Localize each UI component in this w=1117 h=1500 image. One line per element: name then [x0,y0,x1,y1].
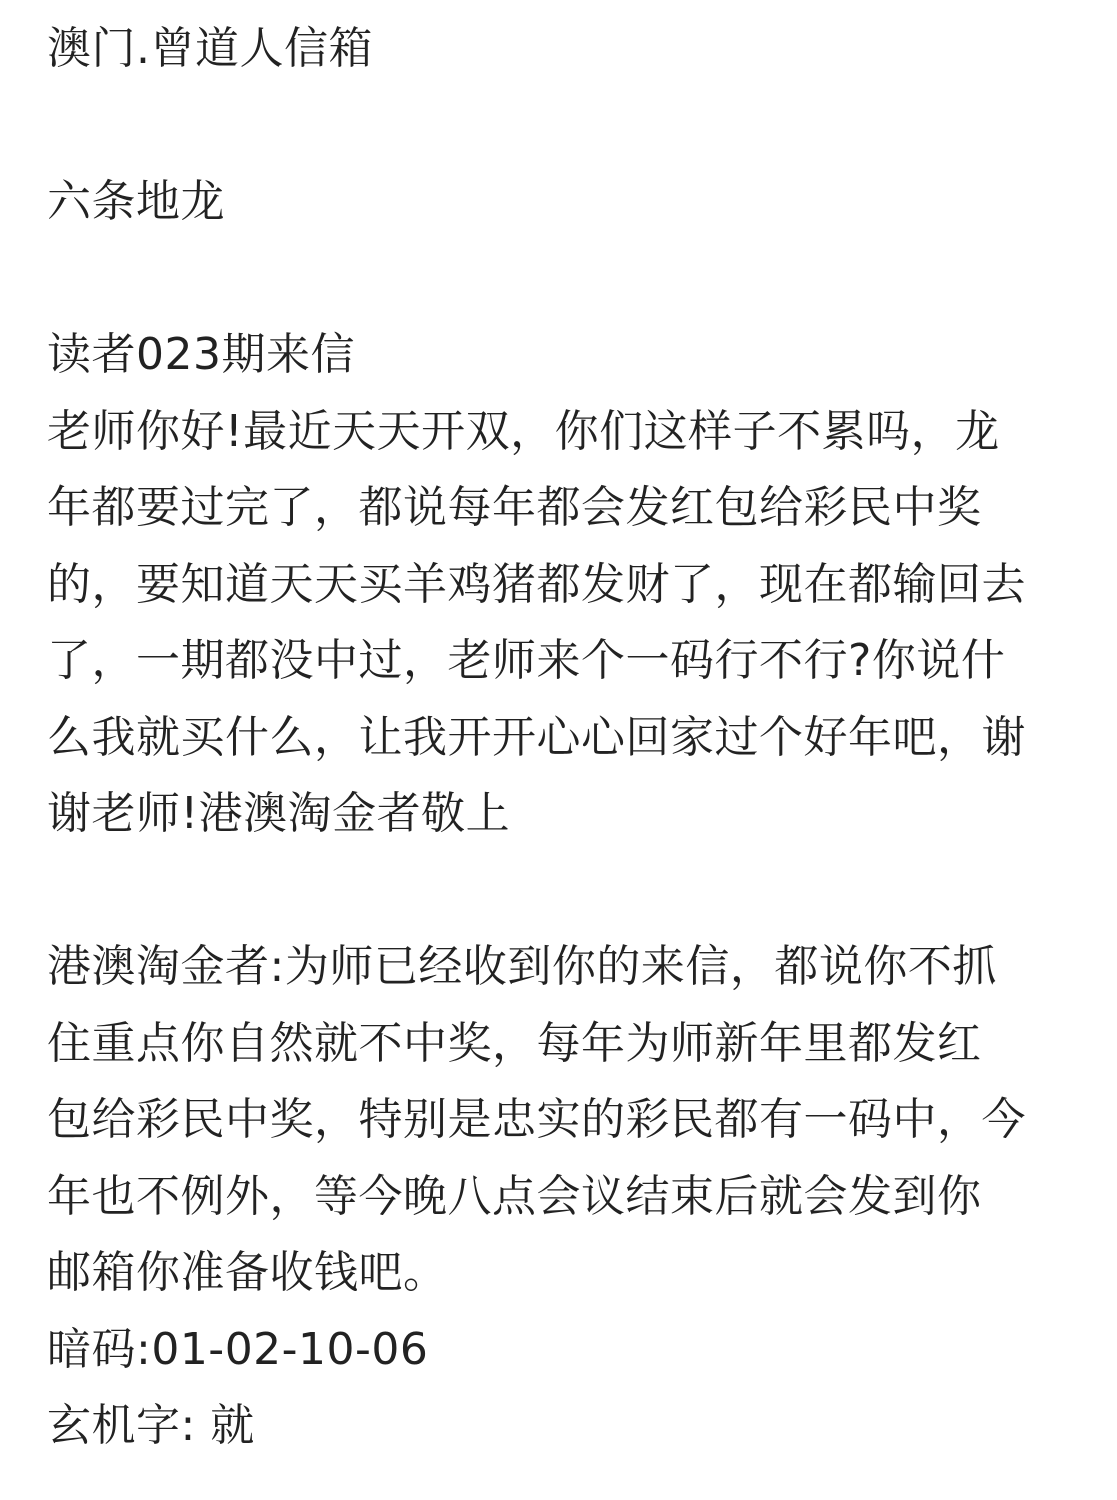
letter-line: 老师你好!最近天天开双，你们这样子不累吗，龙 [47,405,1000,457]
document-body [47,11,1077,1465]
letter-line: 的，要知道天天买羊鸡猪都发财了，现在都输回去 [47,558,1026,610]
reply-line: 邮箱你准备收钱吧。 [47,1247,448,1298]
subtitle: 六条地龙 [47,176,225,227]
letter-body [47,394,1077,853]
letter-heading: 读者023期来信 [47,329,355,380]
blank-line [47,88,1077,165]
blank-line [47,241,1077,318]
reply-line: 住重点你自然就不中奖，每年为师新年里都发红 [47,1017,982,1069]
reply-line: 包给彩民中奖，特别是忠实的彩民都有一码中，今 [47,1094,1026,1145]
blank-line [47,853,1077,930]
reply-line: 年也不例外，等今晚八点会议结束后就会发到你 [47,1170,982,1222]
secret-code: 暗码:01-02-10-06 [47,1323,429,1375]
letter-line: 年都要过完了，都说每年都会发红包给彩民中奖 [47,482,982,533]
reply-body [47,929,1077,1312]
letter-line: 谢老师!港澳淘金者敬上 [47,788,511,839]
letter-line: 了，一期都没中过，老师来个一码行不行?你说什 [47,635,1006,686]
page-title: 澳门.曾道人信箱 [47,23,373,74]
secret-word: 玄机字: 就 [47,1400,255,1451]
reply-line: 港澳淘金者:为师已经收到你的来信，都说你不抓 [47,941,997,992]
letter-line: 么我就买什么，让我开开心心回家过个好年吧，谢 [47,711,1026,763]
